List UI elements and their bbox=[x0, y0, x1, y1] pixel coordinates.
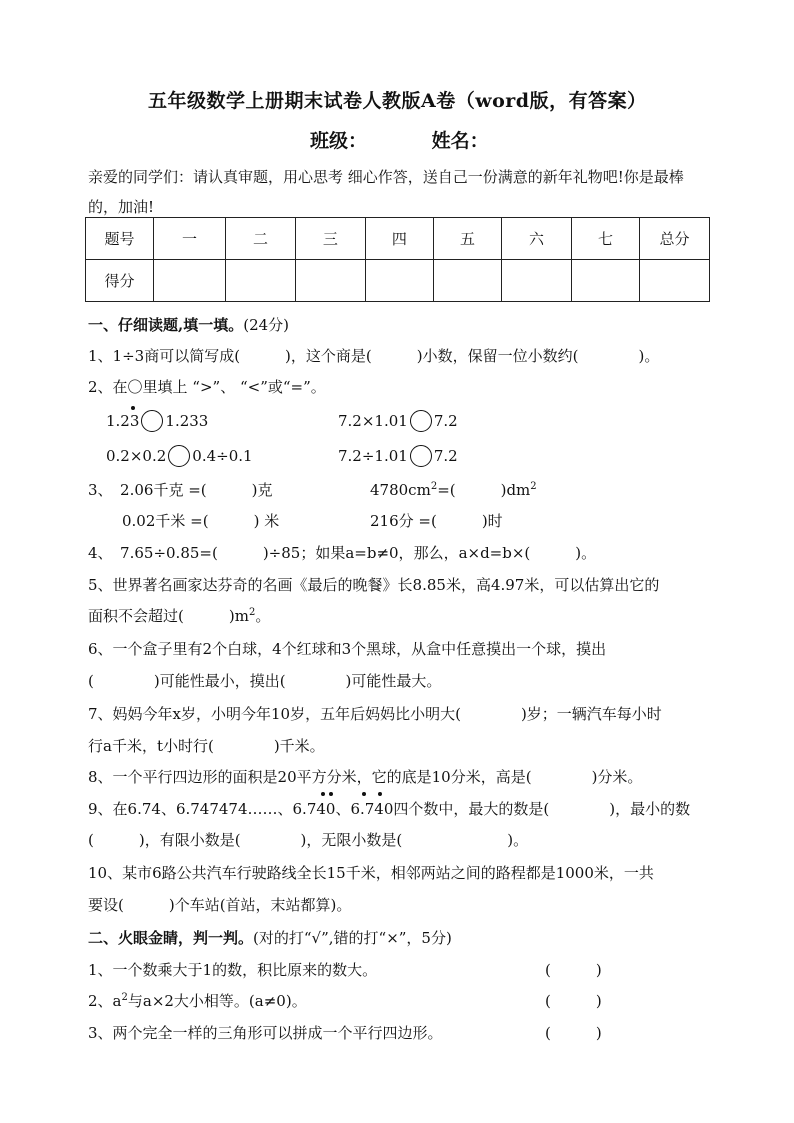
score-input-cell[interactable] bbox=[154, 260, 226, 302]
compare-circle-b[interactable] bbox=[410, 410, 432, 432]
section-1-points: (24分) bbox=[243, 316, 290, 334]
compare-a-left: 1.23 bbox=[106, 412, 140, 430]
q3b-prefix: 4780cm bbox=[370, 481, 431, 499]
score-header-cell: 五 bbox=[433, 218, 501, 260]
compare-circle-d[interactable] bbox=[410, 445, 432, 467]
compare-item-c bbox=[106, 445, 253, 467]
judge-question-3: 3、两个完全一样的三角形可以拼成一个平行四边形。 bbox=[88, 1024, 443, 1042]
score-header-cell: 四 bbox=[365, 218, 433, 260]
section-2-points: (对的打“√”,错的打“×”，5分) bbox=[253, 929, 452, 947]
score-table bbox=[85, 217, 710, 302]
page-title: 五年级数学上册期末试卷人教版A卷（word版，有答案） bbox=[148, 90, 647, 112]
compare-a-right: 1.233 bbox=[165, 412, 209, 430]
question-1-8: 8、一个平行四边形的面积是20平方分米，它的底是10分米，高是( )分米。 bbox=[88, 768, 643, 786]
score-input-cell[interactable] bbox=[433, 260, 501, 302]
section-2-heading bbox=[88, 927, 452, 948]
question-1-6-line1: 6、一个盒子里有2个白球，4个红球和3个黑球，从盒中任意摸出一个球，摸出 bbox=[88, 640, 607, 658]
compare-c-left: 0.2×0.2 bbox=[106, 447, 167, 465]
q3b-middle: =( )dm bbox=[437, 481, 531, 499]
superscript: 2 bbox=[248, 607, 256, 618]
superscript: 2 bbox=[121, 992, 128, 1003]
question-1-4: 4、 7.65÷0.85=( )÷85；如果a=b≠0，那么，a×d=b×( )。 bbox=[88, 544, 597, 562]
compare-circle-c[interactable] bbox=[168, 445, 190, 467]
compare-item-a bbox=[106, 410, 208, 432]
score-table-score-row bbox=[86, 260, 710, 302]
superscript: 2 bbox=[430, 481, 438, 492]
judge-question-2 bbox=[88, 990, 307, 1011]
compare-b-right: 7.2 bbox=[433, 412, 458, 430]
question-1-3a: 3、 2.06千克 =( )克 bbox=[88, 481, 273, 499]
repeating-decimal-dot bbox=[131, 406, 135, 410]
question-1-2: 2、在〇里填上 “>”、 “<”或“=”。 bbox=[88, 378, 326, 396]
score-header-cell: 二 bbox=[225, 218, 295, 260]
score-table-header-row bbox=[86, 218, 710, 260]
score-input-cell[interactable] bbox=[571, 260, 639, 302]
judge-answer-2[interactable]: ( ) bbox=[545, 992, 602, 1010]
question-1-3d: 216分 =( )时 bbox=[370, 512, 503, 530]
compare-b-left: 7.2×1.01 bbox=[338, 412, 408, 430]
compare-d-left: 7.2÷1.01 bbox=[338, 447, 408, 465]
repeating-decimal-dot bbox=[321, 792, 325, 796]
score-header-cell: 题号 bbox=[86, 218, 154, 260]
score-header-cell: 七 bbox=[571, 218, 639, 260]
question-1-6-line2: ( )可能性最小，摸出( )可能性最大。 bbox=[88, 672, 442, 690]
repeating-decimal-dot bbox=[378, 792, 382, 796]
question-1-7-line1: 7、妈妈今年x岁，小明今年10岁，五年后妈妈比小明大( )岁；一辆汽车每小时 bbox=[88, 705, 662, 723]
q5-text: 面积不会超过( )m bbox=[88, 607, 249, 625]
repeating-decimal-dot bbox=[362, 792, 366, 796]
score-input-cell[interactable] bbox=[501, 260, 571, 302]
judge-answer-3[interactable]: ( ) bbox=[545, 1024, 602, 1042]
score-header-cell: 六 bbox=[501, 218, 571, 260]
judge-answer-1[interactable]: ( ) bbox=[545, 961, 602, 979]
section-2-title: 二、火眼金睛，判一判。 bbox=[88, 929, 254, 947]
score-header-cell: 三 bbox=[295, 218, 365, 260]
student-info-line bbox=[310, 126, 489, 153]
section-1-heading bbox=[88, 314, 289, 335]
question-1-5-line1: 5、世界著名画家达芬奇的名画《最后的晚餐》长8.85米，高4.97米，可以估算出它的 bbox=[88, 576, 660, 594]
judge-question-1: 1、一个数乘大于1的数，积比原来的数大。 bbox=[88, 961, 378, 979]
score-input-cell[interactable] bbox=[365, 260, 433, 302]
judge-q2-text: 与a×2大小相等。(a≠0)。 bbox=[127, 992, 307, 1010]
class-label: 班级： bbox=[310, 130, 368, 152]
intro-text: 亲爱的同学们：请认真审题，用心思考 细心作答，送自己一份满意的新年礼物吧!你是最棒的，加油! bbox=[88, 168, 684, 216]
compare-circle-a[interactable] bbox=[141, 410, 163, 432]
compare-d-right: 7.2 bbox=[433, 447, 458, 465]
question-1-9-line1: 9、在6.74、6.747474……、6.740、6.740四个数中，最大的数是( )，最小的数 bbox=[88, 800, 691, 818]
score-input-cell[interactable] bbox=[295, 260, 365, 302]
score-input-cell[interactable] bbox=[639, 260, 709, 302]
q5-end: 。 bbox=[255, 607, 271, 625]
question-1-10-line2: 要设( )个车站(首站，末站都算)。 bbox=[88, 896, 352, 914]
score-header-cell: 总分 bbox=[639, 218, 709, 260]
score-header-cell: 一 bbox=[154, 218, 226, 260]
compare-item-d bbox=[338, 445, 458, 467]
question-1-7-line2: 行a千米，t小时行( )千米。 bbox=[88, 737, 325, 755]
superscript: 2 bbox=[530, 481, 537, 492]
repeating-decimal-dot bbox=[329, 792, 333, 796]
question-1-9-line2: ( )，有限小数是( )，无限小数是( )。 bbox=[88, 831, 529, 849]
question-1-3b bbox=[370, 479, 537, 500]
score-input-cell[interactable] bbox=[225, 260, 295, 302]
question-1-5-line2 bbox=[88, 605, 270, 626]
score-row-label: 得分 bbox=[86, 260, 154, 302]
question-1-1: 1、1÷3商可以简写成( )，这个商是( )小数，保留一位小数约( )。 bbox=[88, 347, 660, 365]
question-1-10-line1: 10、某市6路公共汽车行驶路线全长15千米，相邻两站之间的路程都是1000米，一共 bbox=[88, 864, 654, 882]
judge-q2-prefix: 2、a bbox=[88, 992, 122, 1010]
compare-c-right: 0.4÷0.1 bbox=[192, 447, 253, 465]
question-1-3c: 0.02千米 =( ) 米 bbox=[122, 512, 280, 530]
compare-item-b bbox=[338, 410, 458, 432]
section-1-title: 一、仔细读题,填一填。 bbox=[88, 316, 244, 334]
name-label: 姓名： bbox=[431, 130, 489, 152]
